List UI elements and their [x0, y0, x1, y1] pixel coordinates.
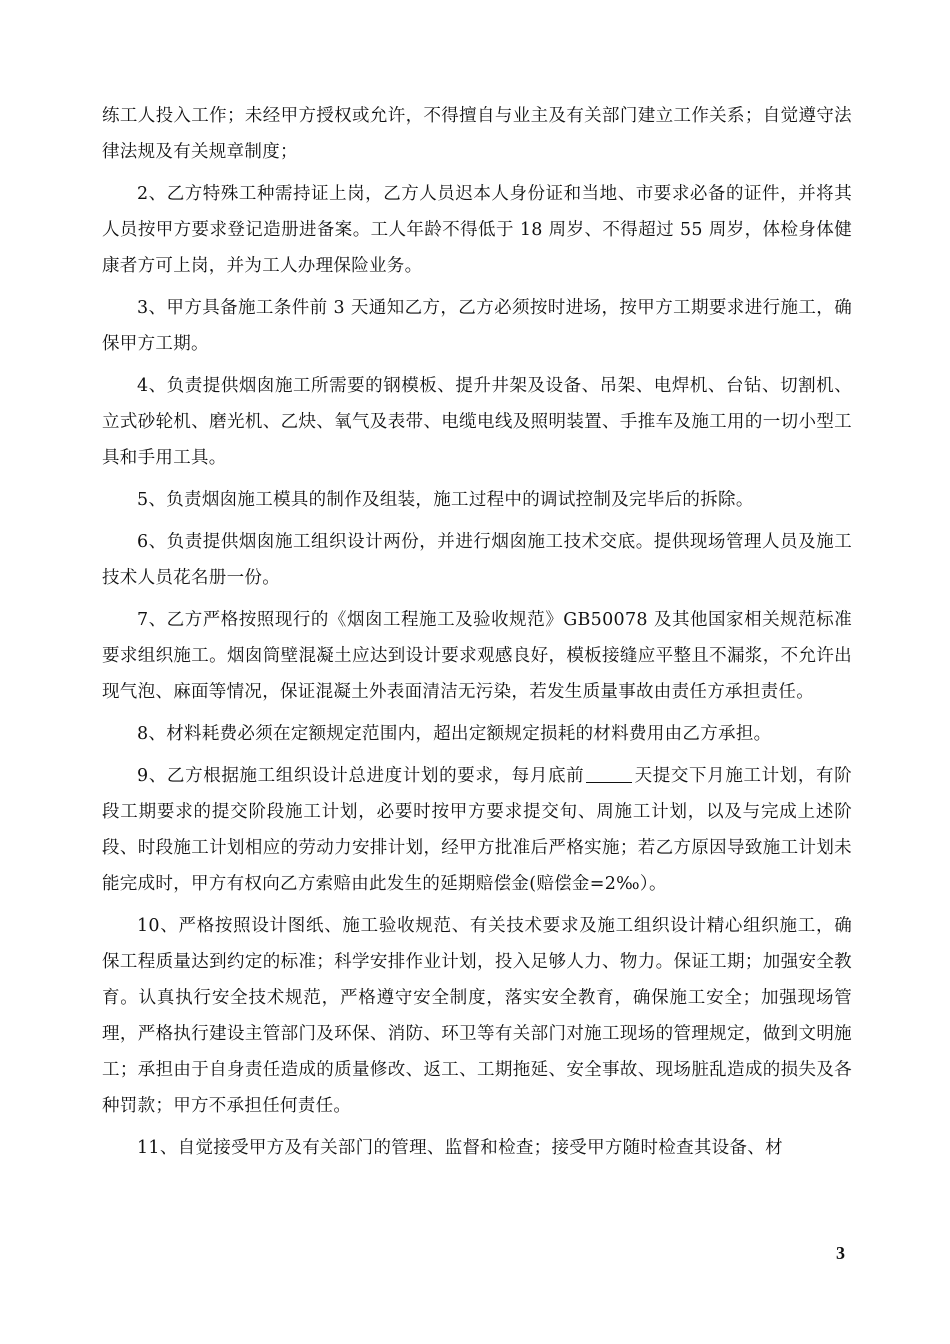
document-body [102, 98, 852, 1172]
clause-2: 2、乙方特殊工种需持证上岗，乙方人员迟本人身份证和当地、市要求必备的证件，并将其人员按甲方要求登记造册进备案。工人年龄不得低于 18 周岁、不得超过 55 周岁，体检身体健康者方可上岗，并为工人办理保险业务。 [102, 184, 852, 276]
clause-5: 5、负责烟囱施工模具的制作及组装，施工过程中的调试控制及完毕后的拆除。 [137, 490, 754, 510]
fill-in-blank [586, 764, 632, 783]
paragraph-continuation: 练工人投入工作；未经甲方授权或允许，不得擅自与业主及有关部门建立工作关系；自觉遵守法律法规及有关规章制度； [102, 106, 852, 162]
clause-6: 6、负责提供烟囱施工组织设计两份，并进行烟囱施工技术交底。提供现场管理人员及施工技术人员花名册一份。 [102, 532, 852, 588]
clause-10: 10、严格按照设计图纸、施工验收规范、有关技术要求及施工组织设计精心组织施工，确保工程质量达到约定的标准；科学安排作业计划，投入足够人力、物力。保证工期；加强安全教育。认真执行安全技术规范，严格遵守安全制度，落实安全教育，确保施工安全；加强现场管理，严格执行建设主管部门及环保、消防、环卫等有关部门对施工现场的管理规定，做到文明施工；承担由于自身责任造成的质量修改、返工、工期拖延、安全事故、现场脏乱造成的损失及各种罚款；甲方不承担任何责任。 [102, 916, 852, 1116]
clause-9 [102, 758, 852, 902]
clause-4: 4、负责提供烟囱施工所需要的钢模板、提升井架及设备、吊架、电焊机、台钻、切割机、立式砂轮机、磨光机、乙炔、氧气及表带、电缆电线及照明装置、手推车及施工用的一切小型工具和手用工具。 [102, 376, 852, 468]
clause-3: 3、甲方具备施工条件前 3 天通知乙方，乙方必须按时进场，按甲方工期要求进行施工，确保甲方工期。 [102, 298, 852, 354]
clause-11: 11、自觉接受甲方及有关部门的管理、监督和检查；接受甲方随时检查其设备、材 [137, 1138, 783, 1158]
page-number: 3 [836, 1243, 845, 1263]
clause-9-text-after: 天提交下月施工计划，有阶段工期要求的提交阶段施工计划，必要时按甲方要求提交旬、周施工计划，以及与完成上述阶段、时段施工计划相应的劳动力安排计划，经甲方批准后严格实施；若乙方原因导致施工计划未能完成时，甲方有权向乙方索赔由此发生的延期赔偿金(赔偿金=2‰）。 [102, 766, 852, 894]
clause-9-text-before: 9、乙方根据施工组织设计总进度计划的要求，每月底前 [137, 766, 585, 786]
clause-7: 7、乙方严格按照现行的《烟囱工程施工及验收规范》GB50078 及其他国家相关规范标准要求组织施工。烟囱筒壁混凝土应达到设计要求观感良好，模板接缝应平整且不漏浆，不允许出现气泡、麻面等情况，保证混凝土外表面清洁无污染，若发生质量事故由责任方承担责任。 [102, 610, 852, 702]
clause-8: 8、材料耗费必须在定额规定范围内，超出定额规定损耗的材料费用由乙方承担。 [137, 724, 772, 744]
